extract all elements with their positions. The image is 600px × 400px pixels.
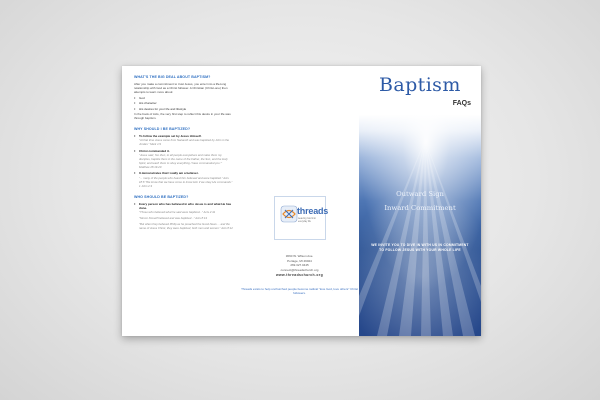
invitation-text: WE INVITE YOU TO DIVE IN WITH US IN COMMITMENT TO FOLLOW JESUS WITH YOUR WHOLE LIFE bbox=[371, 243, 469, 252]
email-address: connect@threadschurch.org bbox=[280, 267, 319, 272]
scripture-quote: "At that time Jesus came from Nazareth and was baptized by John in the Jordan." Mark 1:9 bbox=[139, 138, 230, 146]
list-item: • God bbox=[134, 94, 145, 100]
list-item: • It demonstrates that I really am a believer. bbox=[134, 170, 199, 176]
list-item: • Every person who has believed in who Jesus is and what He has done. bbox=[134, 200, 232, 210]
scripture-quote: "Simon himself believed and was baptized..." Acts 8:13 bbox=[139, 216, 207, 221]
bullet-icon: • bbox=[134, 94, 136, 100]
faq-panel bbox=[122, 66, 240, 336]
intro-paragraph: After you make a commitment to trust Jesus, you enter into a life-long relationship with God as a Christ follower. A Christian (Christ-one) then attempts to learn more about: bbox=[134, 81, 228, 94]
threads-logo bbox=[274, 196, 329, 240]
cover-panel bbox=[359, 66, 481, 336]
website-url: www.threadschurch.org bbox=[275, 272, 324, 277]
contact-block bbox=[240, 254, 359, 278]
threads-logo-icon bbox=[280, 205, 298, 223]
scripture-quote: "Jesus said, 'Go then, to all people everywhere and make them my disciples, baptize them in the name of the Father, the Son, and the Holy Spirit, and teach them to obey everything I have commanded you.'" Matthew 28:19-20 bbox=[139, 153, 228, 169]
bullet-icon: • bbox=[134, 132, 136, 138]
scripture-quote: "Those who believed what he said were baptized..." Acts 2:41 bbox=[139, 210, 216, 215]
list-item: • To follow the example set by Jesus Himself. bbox=[134, 132, 202, 138]
back-panel bbox=[240, 66, 359, 336]
bullet-icon: • bbox=[134, 147, 136, 153]
section-heading-big-deal: WHAT'S THE BIG DEAL ABOUT BAPTISM? bbox=[134, 75, 211, 79]
scripture-quote: "But when they believed Philip as he preached the Good News ... and the name of Jesus Christ, they were baptized, both men and women." Acts 8:12 bbox=[139, 222, 233, 230]
cover-subtitle: FAQs bbox=[452, 100, 471, 107]
baptism-brochure bbox=[122, 66, 481, 336]
outro-paragraph: In the book of Acts, the very first step to reflect this desire in your life was through baptism. bbox=[134, 112, 231, 121]
list-item: • Christ commanded it. bbox=[134, 147, 170, 153]
section-heading-who: WHO SHOULD BE BAPTIZED? bbox=[134, 195, 189, 200]
tagline-inward: Inward Commitment bbox=[384, 204, 456, 212]
bullet-icon: • bbox=[134, 100, 136, 106]
mission-statement: Threads exists to help unchurched people become radical "love God, love others" Christ followers. bbox=[241, 287, 358, 296]
phone-number: 269.327.0445 bbox=[290, 263, 309, 268]
list-item: • His character bbox=[134, 100, 157, 106]
section-heading-why: WHY SHOULD I BE BAPTIZED? bbox=[134, 127, 191, 132]
address-line: 3660 W. Wilson Ave. bbox=[285, 254, 314, 258]
bullet-icon: • bbox=[134, 200, 136, 206]
logo-tagline: weaving God into everyday life bbox=[298, 218, 316, 223]
address-line: Portage, MI 49024 bbox=[287, 258, 312, 263]
tagline-outward: Outward Sign bbox=[396, 190, 444, 198]
bullet-icon: • bbox=[134, 170, 136, 176]
scripture-quote: "... many of the people who heard him believed and were baptized." Acts 18:8 "We know that we have come to know Him if we obey His commands." 1 John 2:3 bbox=[139, 175, 233, 188]
logo-wordmark: threads bbox=[297, 206, 329, 216]
list-item: • His desires for your life and lifestyle bbox=[134, 105, 187, 111]
bullet-icon: • bbox=[134, 105, 136, 111]
cover-title: Baptism bbox=[379, 74, 461, 96]
